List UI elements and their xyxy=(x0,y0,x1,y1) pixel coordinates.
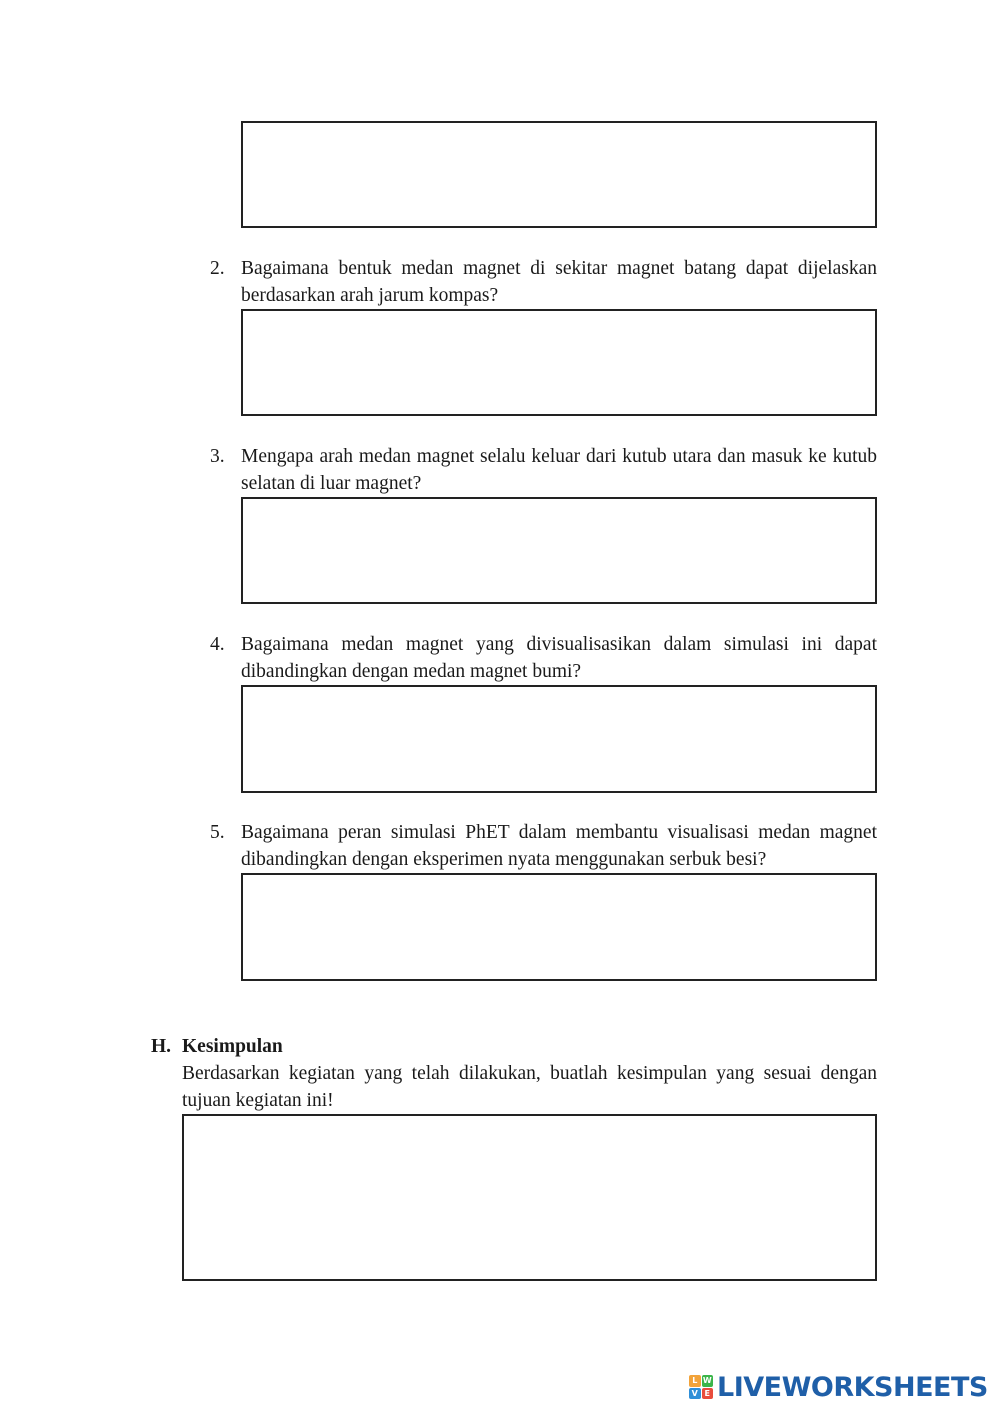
question-number: 5. xyxy=(210,822,225,843)
question-number: 3. xyxy=(210,446,225,467)
answer-box-4[interactable] xyxy=(241,685,877,793)
answer-box-3[interactable] xyxy=(241,497,877,604)
question-4 xyxy=(210,631,877,685)
question-number: 2. xyxy=(210,258,225,279)
logo-icon-tile: V xyxy=(689,1388,701,1400)
question-text: Bagaimana medan magnet yang divisualisasikan dalam simulasi ini dapat dibandingkan dengan medan magnet bumi? xyxy=(241,634,877,682)
logo-icon-tile: E xyxy=(702,1388,714,1400)
section-title: Kesimpulan xyxy=(182,1036,283,1057)
question-text: Bagaimana bentuk medan magnet di sekitar magnet batang dapat dijelaskan berdasarkan arah jarum kompas? xyxy=(241,258,877,306)
logo-icon-tile: L xyxy=(689,1375,701,1387)
section-instruction: Berdasarkan kegiatan yang telah dilakukan, buatlah kesimpulan yang sesuai dengan tujuan kegiatan ini! xyxy=(182,1063,877,1111)
logo-icon-tile: W xyxy=(702,1376,712,1386)
question-text: Bagaimana peran simulasi PhET dalam membantu visualisasi medan magnet dibandingkan dengan eksperimen nyata menggunakan serbuk besi? xyxy=(241,822,877,870)
section-heading xyxy=(151,1033,283,1060)
section-letter: H. xyxy=(151,1036,172,1057)
liveworksheets-logo-icon xyxy=(689,1375,713,1399)
answer-box-1[interactable] xyxy=(241,121,877,228)
answer-box-5[interactable] xyxy=(241,873,877,981)
question-3 xyxy=(210,443,877,497)
question-number: 4. xyxy=(210,634,225,655)
liveworksheets-logo xyxy=(689,1371,988,1403)
answer-box-2[interactable] xyxy=(241,309,877,416)
question-2 xyxy=(210,255,877,309)
conclusion-answer-box[interactable] xyxy=(182,1114,877,1281)
logo-text: LIVEWORKSHEETS xyxy=(717,1371,988,1403)
question-5 xyxy=(210,819,877,873)
question-text: Mengapa arah medan magnet selalu keluar dari kutub utara dan masuk ke kutub selatan di luar magnet? xyxy=(241,446,877,494)
